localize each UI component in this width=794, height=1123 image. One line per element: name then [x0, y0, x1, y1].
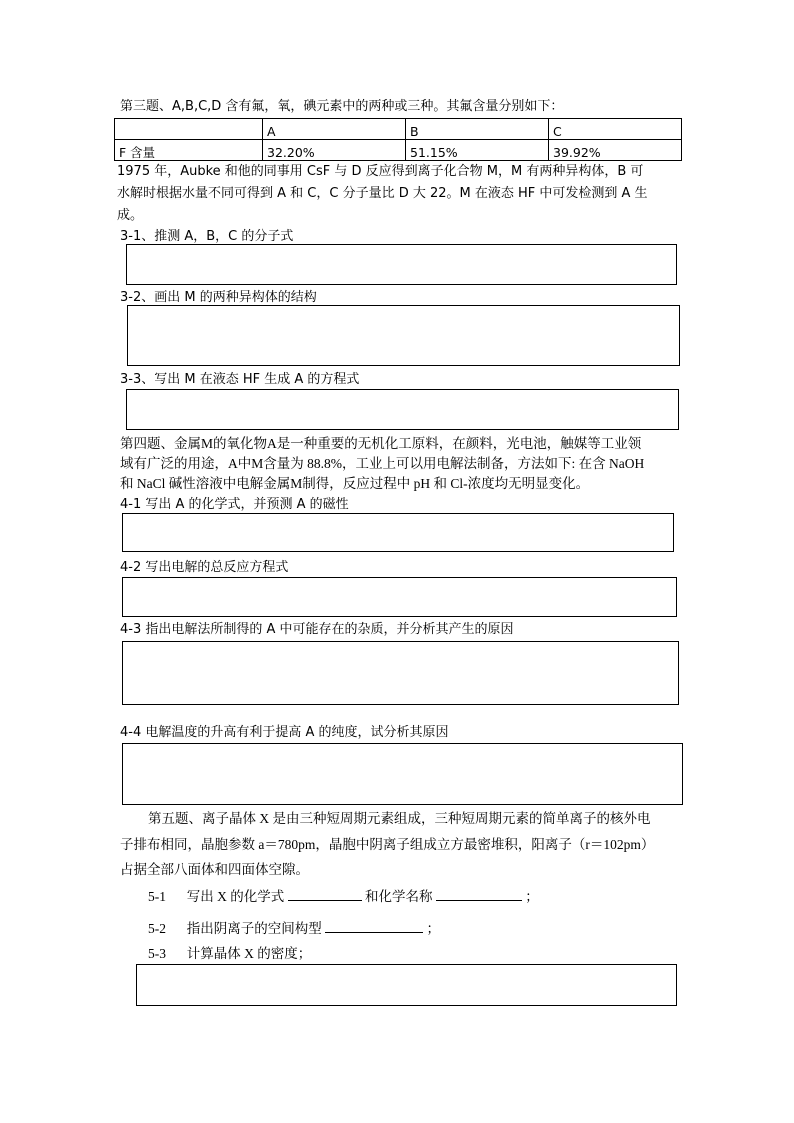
- question-number: 5-1: [148, 889, 166, 904]
- question-4-4: 4-4 电解温度的升高有利于提高 A 的纯度，试分析其原因: [120, 725, 449, 740]
- table-header-cell: B: [406, 119, 549, 140]
- question-number: 5-2: [148, 921, 166, 936]
- question-3-3: 3-3、写出 M 在液态 HF 生成 A 的方程式: [120, 372, 360, 387]
- punctuation: ；: [525, 889, 539, 904]
- answer-box-5-3[interactable]: [136, 964, 677, 1006]
- q5-paragraph-line: 子排布相同，晶胞参数 a＝780pm，晶胞中阴离子组成立方最密堆积，阳离子（r＝102pm）: [120, 837, 655, 852]
- question-5-3: [148, 946, 311, 962]
- geometry-blank[interactable]: [325, 920, 423, 933]
- table-header-row: [115, 119, 682, 140]
- question-3-2: 3-2、画出 M 的两种异构体的结构: [120, 290, 317, 305]
- question-4-1: 4-1 写出 A 的化学式，并预测 A 的磁性: [120, 497, 349, 512]
- answer-box-4-3[interactable]: [122, 641, 679, 705]
- name-blank[interactable]: [436, 888, 522, 901]
- q5-paragraph-line: 占据全部八面体和四面体空隙。: [120, 862, 309, 877]
- table-cell: 51.15%: [406, 140, 549, 161]
- answer-box-3-2[interactable]: [127, 305, 680, 366]
- question-number: 5-3: [148, 946, 166, 961]
- q3-intro: 第三题、A,B,C,D 含有氟，氧，碘元素中的两种或三种。其氟含量分别如下：: [120, 99, 564, 114]
- fluorine-content-table: [114, 118, 682, 161]
- table-row-label: F 含量: [115, 140, 263, 161]
- q4-paragraph-line: 第四题、金属M的氧化物A是一种重要的无机化工原料，在颜料，光电池，触媒等工业领: [120, 436, 642, 451]
- question-4-3: 4-3 指出电解法所制得的 A 中可能存在的杂质，并分析其产生的原因: [120, 622, 514, 637]
- question-5-2: [148, 920, 440, 937]
- table-header-cell: [115, 119, 263, 140]
- q3-paragraph-line: 1975 年，Aubke 和他的同事用 CsF 与 D 反应得到离子化合物 M，M 有两种异构体，B 可: [117, 164, 644, 179]
- table-cell: 32.20%: [263, 140, 406, 161]
- answer-box-4-4[interactable]: [122, 743, 683, 805]
- q3-paragraph-line: 水解时根据水量不同可得到 A 和 C，C 分子量比 D 大 22。M 在液态 HF 中可发检测到 A 生: [117, 186, 648, 201]
- q3-paragraph-line: 成。: [117, 208, 144, 223]
- question-3-1: 3-1、推测 A，B，C 的分子式: [120, 229, 294, 244]
- q4-paragraph-line: 域有广泛的用途，A中M含量为 88.8%，工业上可以用电解法制备，方法如下: 在含 NaOH: [120, 456, 645, 471]
- table-header-cell: A: [263, 119, 406, 140]
- formula-blank[interactable]: [288, 888, 362, 901]
- question-4-2: 4-2 写出电解的总反应方程式: [120, 560, 289, 575]
- question-text: 和化学名称: [365, 889, 433, 904]
- question-text: 计算晶体 X 的密度；: [186, 946, 312, 961]
- q4-paragraph-line: 和 NaCl 碱性溶液中电解金属M制得，反应过程中 pH 和 Cl-浓度均无明显变化。: [120, 476, 590, 491]
- table-cell: 39.92%: [549, 140, 682, 161]
- table-row: [115, 140, 682, 161]
- answer-box-4-2[interactable]: [122, 577, 677, 617]
- question-text: 写出 X 的化学式: [186, 889, 285, 904]
- table-header-cell: C: [549, 119, 682, 140]
- q5-paragraph-line: 第五题、离子晶体 X 是由三种短周期元素组成，三种短周期元素的简单离子的核外电: [148, 811, 651, 826]
- question-5-1: [148, 888, 539, 905]
- answer-box-3-1[interactable]: [126, 244, 677, 285]
- question-text: 指出阴离子的空间构型: [186, 921, 322, 936]
- answer-box-4-1[interactable]: [122, 513, 674, 552]
- answer-box-3-3[interactable]: [126, 389, 679, 430]
- punctuation: ；: [426, 921, 440, 936]
